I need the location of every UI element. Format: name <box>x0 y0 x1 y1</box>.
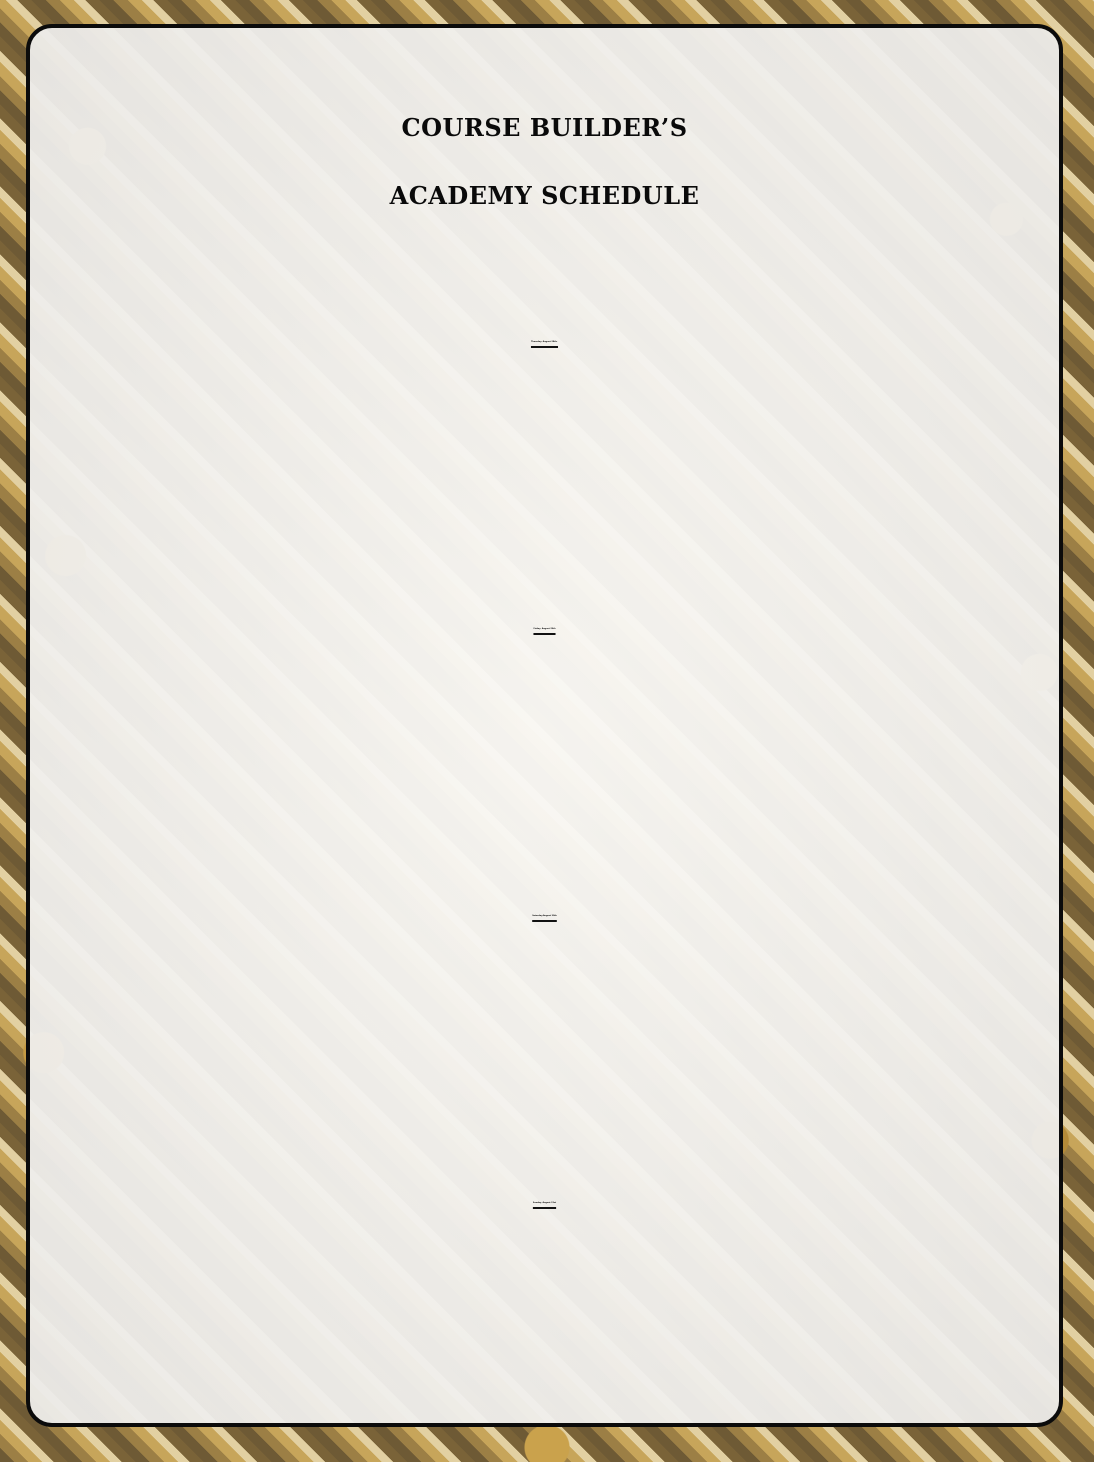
schedule-item-lesson <box>30 391 1059 419</box>
schedule-item-gift <box>30 519 1059 547</box>
page-subtitle <box>30 230 1059 252</box>
schedule-card <box>26 24 1063 1427</box>
schedule-item <box>30 1093 1059 1121</box>
schedule-item <box>30 678 1059 706</box>
schedule-item <box>30 742 1059 770</box>
day-heading-thursday: Thursday, August 28th: <box>530 341 559 343</box>
schedule-item <box>30 1252 1059 1280</box>
schedule-item <box>30 806 1059 834</box>
title-line-2: ACADEMY SCHEDULE <box>389 181 700 210</box>
schedule-item <box>30 455 1059 483</box>
schedule-item <box>30 1029 1059 1057</box>
title-line-1: COURSE BUILDER’S <box>401 113 688 142</box>
day-heading-saturday: Saturday,August 30th <box>532 915 557 917</box>
page-title <box>30 94 1059 230</box>
schedule-content <box>30 28 1059 1280</box>
day-heading-sunday: Sunday, August 31st <box>532 1202 557 1204</box>
schedule-item <box>30 965 1059 993</box>
day-heading-friday: Friday, August 29th <box>533 628 556 630</box>
